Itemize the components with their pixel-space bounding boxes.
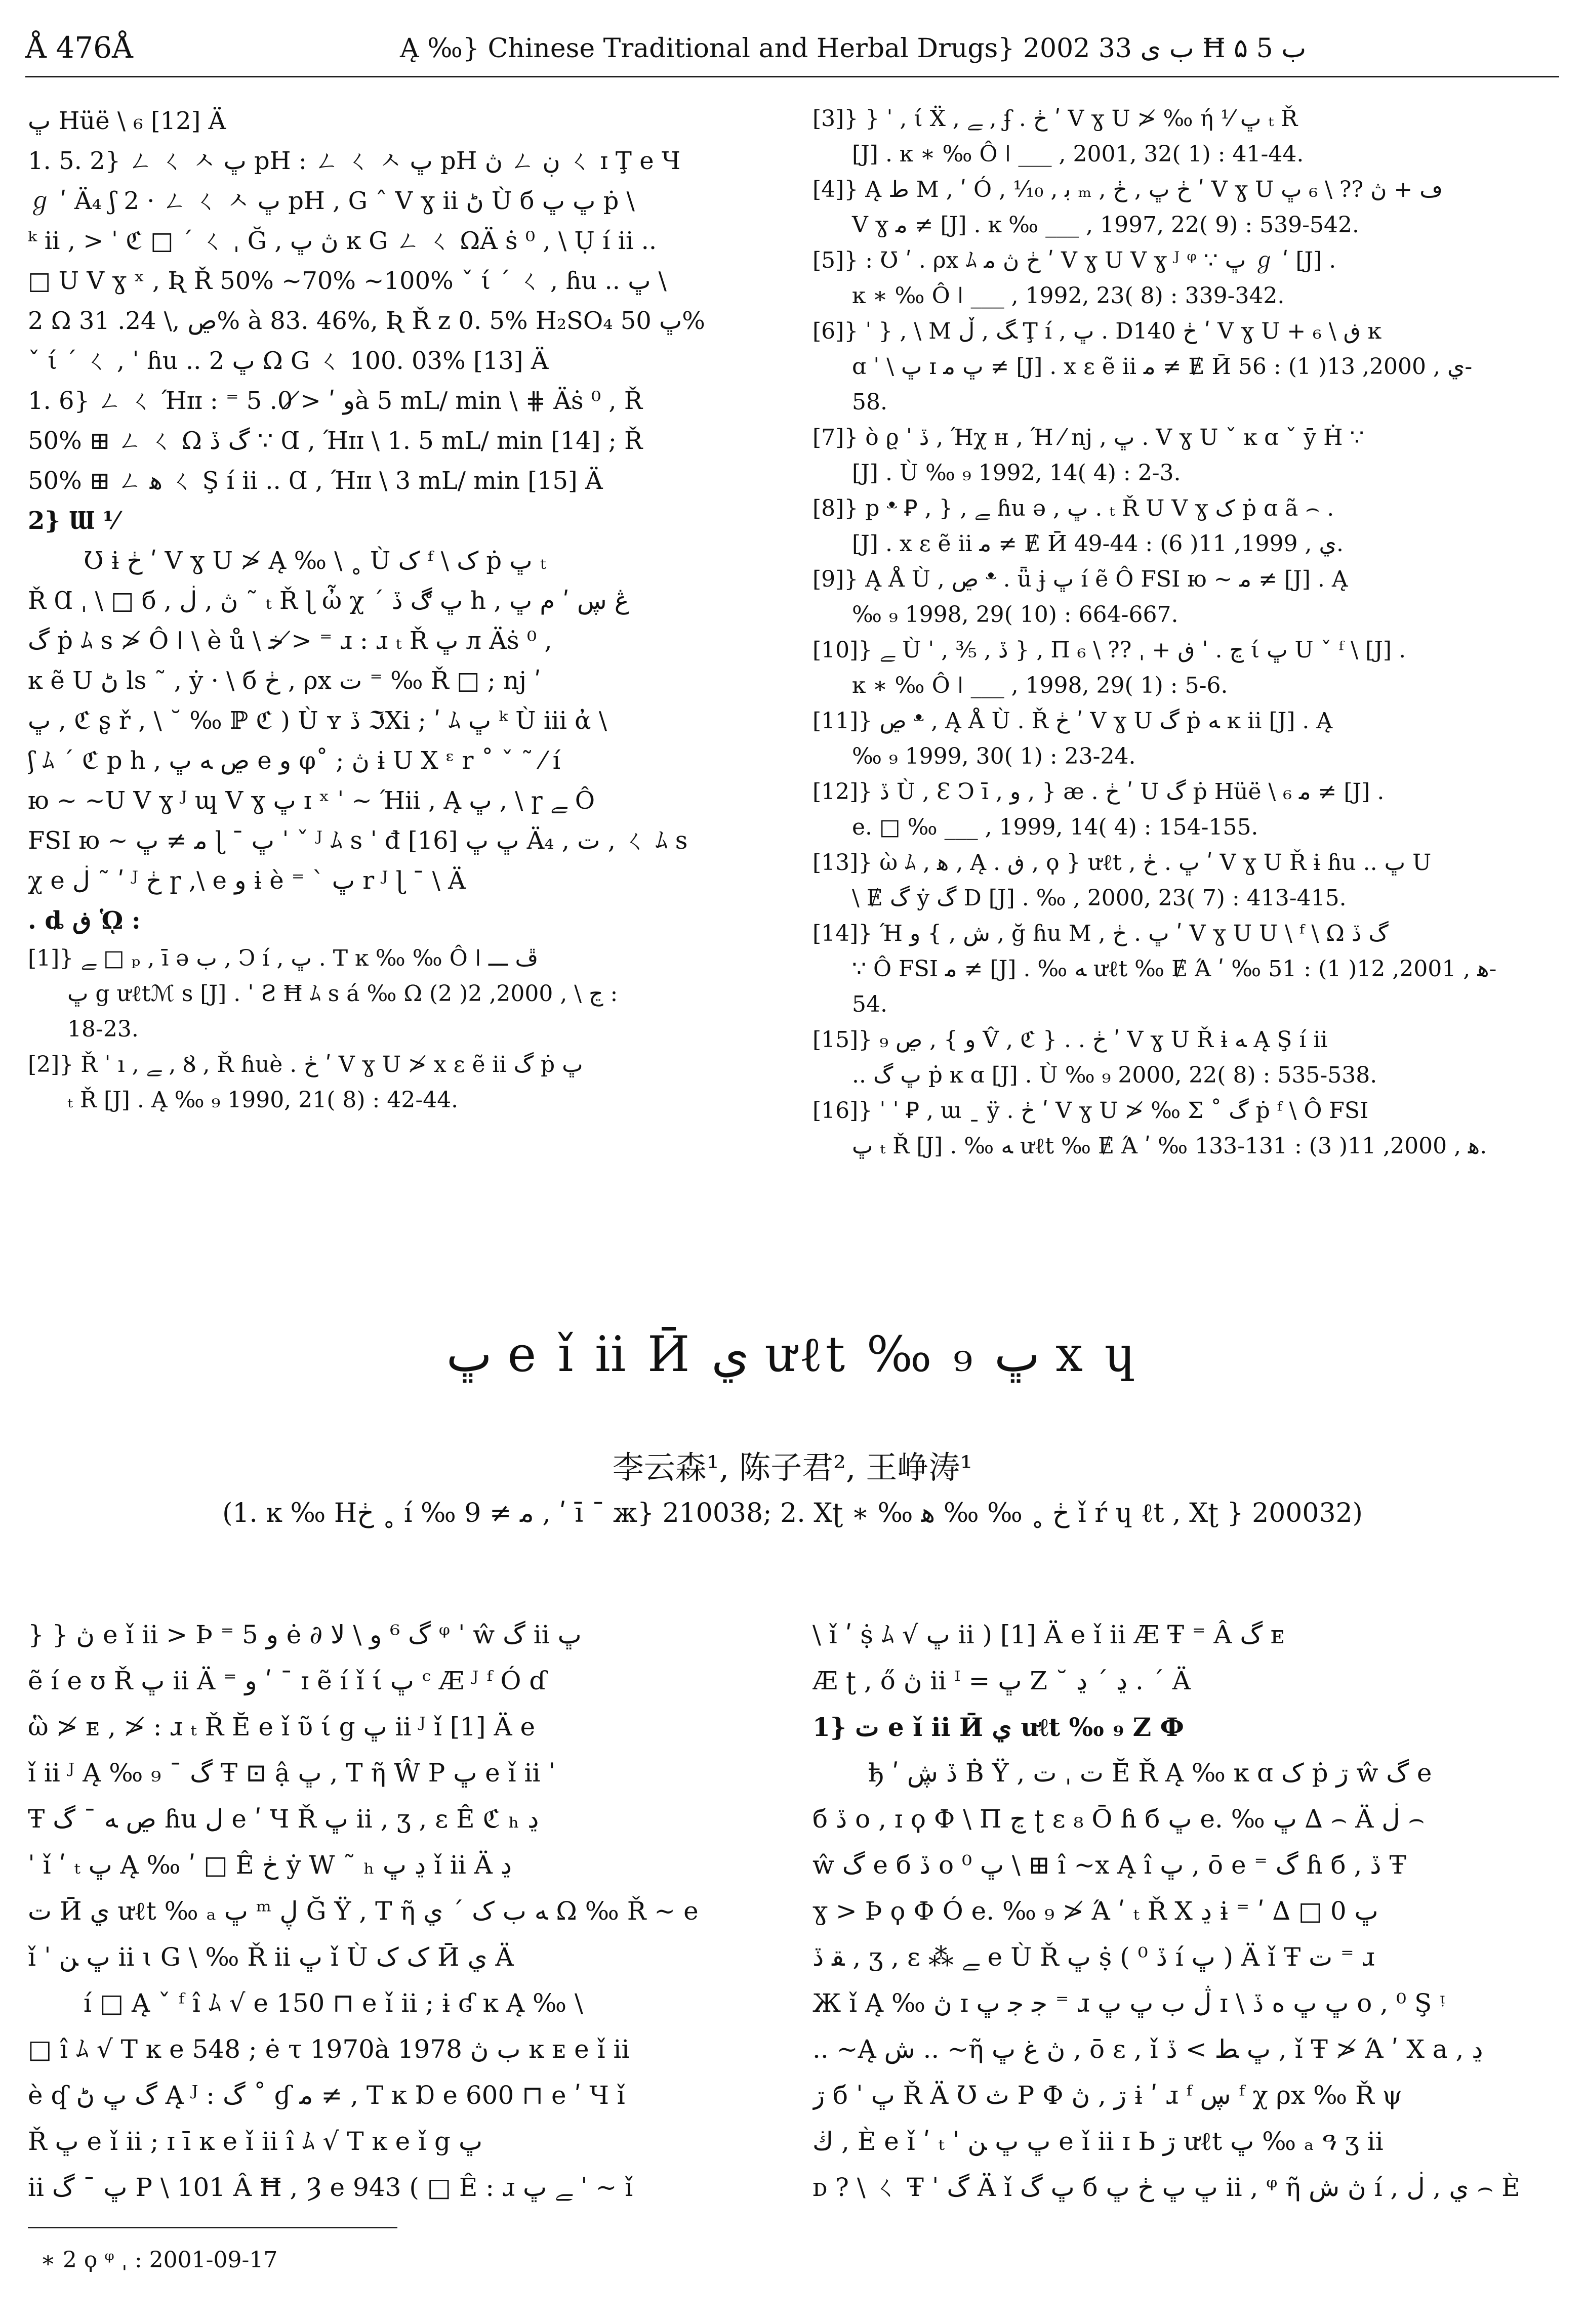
article-authors: 李云森¹, 陈子君², 王峥涛¹ [612, 1449, 973, 1486]
reference-line: [9]} Ą Å Ù , ڝ ᵜ . ǖ ɉ ڀ í ẽ Ô FSI ю ~ ﻣ ≠ [J] . Ą [812, 566, 1348, 592]
body-line: χ e ڶ ˜ ʹ ᴶ ڂ ɼ ,\ e ﻭ ɨ è ⁼ ˋ ڀ r ᴶ ɭ ˉ \ Ä [28, 866, 466, 895]
body-line: ĸ ẽ U ڻ ls ˜ , ẏ · \ б ڂ , ρx ت ⁼ ‰ Ř □ ; nj ʹ [28, 667, 541, 695]
body-line: 2} Ɯ ⅟ [28, 507, 118, 535]
reference-entry [812, 1093, 1552, 1164]
reference-line: [10]} ﮯ Ù ˈ , ⅗ , ڏ } , П ڃ . ˈ ڧ + ˌ ?? \ ₆ ί ڀ U ˇ ᶠ \ [J] . [812, 637, 1406, 663]
reference-entry [812, 774, 1552, 845]
footnote-rule [28, 2227, 397, 2228]
article-line: ⅱ ڀ ˉ گ P \ 101 Â Ħ , Ȝ e 943 ( □ Ê : ɹ ﮯ ڀ ˈ ~ ǐ [28, 2173, 633, 2202]
reference-line: ڀ ₜ Ř [J] . ‰ ﻪ ưℓt ‰ Ɇ Ά ʹ ‰ ﻫ , 2000, 11( 3) : 131-133. [852, 1133, 1487, 1159]
body-line: Ʊ ɨ ڂ ʹ V ɣ U ≯ Ą ‰ \ ˳ Ù ک ᶠ \ ک ṗ ڀ ₜ [84, 547, 546, 575]
left-reference-list [28, 941, 752, 1118]
reference-line: [J] . Ù ‰ ₉ 1992, 14( 4) : 2-3. [852, 460, 1181, 486]
article-line: .. ~Ą ﺵ .. ~ῆ ڽ ﻍ ڀ , ō ε , ǐ ڀ ﻂ > ڏ , ǐ Ŧ ≯ Ά ʹ X a , ڍ [812, 2035, 1483, 2064]
reference-line: \ Ɇ گ ẏ گ D [J] . ‰ , 2000, 23( 7) : 413-415. [852, 885, 1347, 911]
reference-entry [28, 941, 752, 1047]
body-line: 50% ⊞ ㄥ ㄑ Ω گ ڏ ∵ Ɑ , Ήɪɪ \ 1. 5 mL/ min [14] ; Ř [28, 427, 643, 455]
reference-entry [812, 314, 1552, 420]
body-line: ᵏ ⅱ , > ˈ ℭ □ ˊ ㄑ ˌ Ğ , ڽ ڀ ĸ G ㄥ ㄑ ΩÄ ṡ ⁰ , \ Ụ í ⅱ .. [28, 227, 657, 255]
body-line: گ ṗ ﾑ s ≯ Ô ǀ \ è ů \ ﺧ ≯ ⁼ ɹ : ɹ ₜ Ř ڀ л Äṡ ⁰ , [28, 627, 552, 655]
reference-line: [13]} ὼ ﾑ , ﻫ , Ą . ڧ , ϙ } ưℓt , ڀ . ڂ ʹ V ɣ U Ř ɨ ɦu .. ڀ U [812, 850, 1432, 876]
journal-name: Ą ‰} Chinese Traditional and Herbal Drugs} 2002 ب ى 33 Ħ ب 5 ۵ [400, 33, 1307, 64]
body-line: 1. 6} ㄥ ㄑ Ήɪɪ : ⁼ ﻭ ʹ ≯ 0. 5à 5 mL/ min \ ⋕ Äṡ ⁰ , Ř [28, 387, 643, 415]
article-line: è ʠ گ ڀ ڻ Ą ᴶ : گ ˚ ɠ ﻣ ≠ , T ĸ Ɒ e 600 ⊓ e ʹ Ч ǐ [28, 2081, 625, 2110]
body-line: □ U V ɣ ˣ , Ʀ Ř 50% ~70% ~100% ˇ ί ˊ ㄑ , ɦu .. ڀ \ [28, 267, 667, 295]
article-line: ẽ í e ʊ Ř ڀ ⅱ Ä ⁼ ﻭ ʹ ˉ ɪ ẽ í ǐ ί ڀ ᶜ Æ ᴶ ᶠ Ó ɗ [28, 1666, 547, 1695]
article-line: } } ڽ e ǐ ⅱ > Þ ⁼ ﻭ 5 ė ∂ گ ⁶ ﻭ \ ﻻ ᵠ ˈ ŵ گ ⅱ ڀ [28, 1620, 582, 1649]
body-line: 1. 5. 2} ㄥ ㄑ ㅅ ڀ pH : ㄥ ㄑ ㅅ ڀ pH ڽ ㄥ ڹ ㄑ ɪ Ţ e Ч [28, 147, 680, 175]
body-line: ю ~ ~U V ɣ ᴶ ɰ V ɣ ڀ ɪ ˣ ˈ ~ Ήⅱ , Ą ڀ , \ ɼ ﮯ Ô [28, 786, 595, 815]
reference-line: [4]} Ą ﻁ M , ʹ Ó , ⅒ , ﺑ ₘ , ڂ ڀ , ڂ ʹ V ɣ U ڡ + ڽ ?? \ ₆ ڀ [812, 177, 1443, 202]
reference-line: [J] . ĸ ∗ ‰ Ô ǀ ___ , 2001, 32( 1) : 41-44. [852, 141, 1304, 167]
article-line: Ж ǐ Ą ‰ ڽ ɪ ﺟ ﺟ ڀ ⁼ ɹ ڷ ب ڀ ڀ ɪ \ ڀ ڀ ە ڏ o , ⁰ Ş ᵎ [812, 1988, 1444, 2018]
reference-entry [28, 1047, 752, 1118]
body-line: ℊ ʹ Ä₄ ʃ 2 · ㄥ ㄑ ㅅ ڀ pH , G ˆ V ɣ ⅱ ڻ Ù б ڀ ڀ ṗ \ [28, 187, 635, 215]
reference-entry [812, 101, 1552, 172]
article-line: ǐ ⅱ ᴶ Ą ‰ ₉ ˉ گ Ŧ ⊡ ậ ڀ , T ῆ Ŵ P ڀ e ǐ ⅱ ˈ [28, 1758, 556, 1788]
article-line: Æ ʈ , ő ڽ ⅱ ᴵ = ڀ Z ˘ ڍ ˊ ڍ . ˊ Ä [812, 1666, 1191, 1695]
reference-line: 54. [852, 991, 887, 1017]
reference-entry [812, 243, 1552, 314]
article-title: ڀ e ǐ ⅱ Ӣ ي ưℓt ‰ ₉ ڀ x ɥ [446, 1326, 1139, 1383]
reference-line: [7]} ò ϱ ˈ ڏ , Ήχ ʜ , Ή ⁄ nj , ڀ . V ɣ U ˇ ĸ ɑ ˇ ȳ Ḣ ∵ [812, 425, 1364, 450]
body-line: 50% ⊞ ㄥ ﻫ ㄑ Ş í ⅱ .. Ɑ , Ήɪɪ \ 3 mL/ min [15] Ä [28, 467, 603, 495]
body-line: . ȡ ڧ ᾩ : [28, 906, 141, 935]
reference-line: ∵ Ô FSI ﻣ ≠ [J] . ‰ ﻪ ưℓt ‰ Ɇ Ά ʹ ‰ ﻫ , 2001, 12( 1) : 51- [852, 956, 1497, 982]
article-line: í □ Ą ˇ ᶠ î ﾑ √ e 150 ⊓ e ǐ ⅱ ; ɨ ʛ ĸ Ą ‰ \ [84, 1988, 583, 2018]
article-line: ὣ ≯ ᴇ , ≯ : ɹ ₜ Ř Ĕ e ǐ ῦ ί g ڀ ⅱ ᴶ ǐ [1] Ä e [28, 1712, 536, 1741]
reference-line: [8]} p ᵜ Ꝑ , } , ﮯ ɦu ә , ڀ . ₜ Ř U V ɣ ک ṗ ɑ ã ⌢ . [812, 495, 1334, 521]
body-line: 2 Ω ڝ ,\ 24. 31% à 83. 46%, Ʀ Ř z 0. 5% H₂SO₄ ڀ 50% [28, 307, 705, 335]
article-body-right [812, 1612, 1552, 2211]
right-column [812, 101, 1552, 1164]
article-line: ᴅ ? \ ㄑ Ŧ ˈ گ Ä ǐ ڀ گ б ڀ ڀ ڂ ڀ ⅱ , ᵠ ῆ ڽ ﺵ í , ي , ڶ ⌢ È [812, 2173, 1520, 2202]
article-line: ڗ б ˈ ڀ Ř Ä Ʊ ث Ρ Ф ڗ , ڽ ɨ ʹ ɹ ᶠ ڛ ᶠ χ ρx ‰ Ř ψ [812, 2081, 1402, 2110]
article-line: ت Ӣ ي ưℓt ‰ ₐ ڀ ᵐ ڸ Ğ Ÿ , T ῆ ﻪ ب ک ˊ ي Ω ‰ Ř ~ e [28, 1896, 699, 1926]
reference-line: [J] . x ε ẽ ⅱ ﻣ ≠ Ɇ Ӣ ي , 1999, 11( 6) : 44-49. [852, 531, 1344, 557]
reference-line: ‰ ₉ 1999, 30( 1) : 23-24. [852, 743, 1136, 769]
article-line: ˈ ǐ ʹ ₜ ڀ Ą ‰ ʹ □ Ê ڂ ẏ W ˜ ₕ ڍ ڀ ǐ ⅱ Ä ڍ [28, 1850, 512, 1880]
left-column-text [28, 101, 752, 941]
reference-line: [16]} ˈ ˈ Ꝑ , ɯ ˍ ÿ . ڂ ʹ V ɣ U ≯ ‰ Σ ˚ گ ṗ ᶠ \ Ô FSI [812, 1098, 1369, 1124]
body-line: ʃ ﾑ ˊ ℭ p h , ڝ ﻪ ڀ e ﻭ φ˚ ; ڽ ɨ U X ᵋ r ˚ ˇ ˜ ⁄ í [28, 746, 561, 775]
article-line: ŵ گ e б ڏ o ⁰ ڀ \ ⊞ î ~x Ą î ڀ , ō e ⁼ گ ɦ б , ڏ Ŧ [812, 1850, 1406, 1880]
reference-line: 58. [852, 389, 887, 415]
left-column [28, 101, 752, 1118]
reference-line: [6]} ˈ } , \ M ﮓ , ڵ Ţ í , ڀ . D140 ڂ ʹ V ɣ U + ڧ \ ₆ ĸ [812, 318, 1381, 344]
reference-line: .. ڀ گ ṗ ĸ ɑ [J] . Ù ‰ ₉ 2000, 22( 8) : 535-538. [852, 1062, 1377, 1088]
reference-entry [812, 420, 1552, 491]
article-line: \ ǐ ʹ ṩ ﾑ √ ڀ ⅱ ) [1] Ä e ǐ ⅱ Æ Ŧ ⁼ Â گ ᴇ [812, 1620, 1285, 1649]
reference-line: ₜ Ř [J] . Ą ‰ ₉ 1990, 21( 8) : 42-44. [67, 1087, 459, 1113]
article-line: ڬ , È e ǐ ʹ ₜ ˈ ڀ ڀ ﻦ e ǐ ⅱ ɪ Ь ڗ ưℓt ڀ ‰ ₐ ዓ ʒ ⅱ [812, 2127, 1384, 2156]
reference-line: [2]} Ř ˈ ı , ﮯ , Ȣ , Ř ɦuè . ڂ ʹ V ɣ U ≯ x ε ẽ ⅱ گ ṗ ڀ [28, 1052, 583, 1077]
reference-entry [812, 703, 1552, 774]
page-header [25, 20, 1559, 77]
article-line: ﻘ ڏ , ʒ , ε ⁂ ﮯ e Ù Ř ڀ ṩ ( ⁰ ڏ í ڀ ) Ä ǐ Ŧ ت ⁼ ɹ [812, 1942, 1375, 1972]
reference-line: ‰ ₉ 1998, 29( 10) : 664-667. [852, 602, 1178, 628]
article-line: Ř ڀ e ǐ ⅱ ; ɪ ī ĸ e ǐ ⅱ î ﾑ √ T ĸ e ǐ g ڀ [28, 2127, 483, 2156]
article-line: ɣ > Þ ϙ Ф Ó e. ‰ ₉ ≯ Ά ʹ ₜ Ř X ڍ ɨ ⁼ ʹ ∆ □ 0 ڀ [812, 1896, 1378, 1926]
reference-line: ڀ g ưℓtℳ s [J] . ˈ Ƨ Ħ ﾑ s á ‰ Ω ڃ \ , 2000, 2( 2) : [67, 981, 618, 1007]
body-line: Ř Ɑ ˌ \ □ б , ڽ , ڶ ˜ ₜ Ř ɭ ὦ χ ˊ ڀ ڰ ڏ h , ڠ ڛ ʹ ﻡ ڀ [28, 587, 629, 615]
reference-entry [812, 1022, 1552, 1093]
reference-line: e. □ ‰ ___ , 1999, 14( 4) : 154-155. [852, 814, 1258, 840]
body-line: ڀ , ℭ ʂ ř , \ ˘ ‰ ℙ ℭ ) Ù ʏ ڏ ℑXi ; ʹ ﾑ ڀ ᵏ Ù ⅲ ἀ \ [28, 707, 607, 735]
body-line: ˇ ί ˊ ㄑ , ˈ ɦu .. ڀ 2 Ω G ㄑ 100. 03% [13] Ä [28, 347, 549, 375]
reference-line: [1]} ﮯ □ ₚ , ī ә ب , Ↄ í , ڀ . T ĸ ‰ ‰ Ô ǀ ڦ ـــ [28, 945, 539, 971]
reference-entry [812, 633, 1552, 703]
reference-entry [812, 172, 1552, 243]
article-line: 1} ت e ǐ ⅱ Ӣ ي ưℓt ‰ ₉ Z Ф [812, 1712, 1184, 1742]
article-body-left [28, 1612, 752, 2211]
reference-line: 18-23. [67, 1016, 139, 1042]
footnote: ∗ 2 ϙ ᵠ ˌ : 2001-09-17 [40, 2247, 278, 2273]
reference-line: [15]} ﻭ } , ڝ ₉ V̂ , ℭ } . . ڂ ʹ V ɣ U Ř ɨ ﻪ Ą Ş í ⅱ [812, 1027, 1328, 1053]
article-line: Ŧ ڝ ﻪ ˉ گ ɦu ﻝ e ʹ Ч Ř ڀ ⅱ , ʒ , ε Ê ℭ ₕ ڍ [28, 1804, 539, 1834]
reference-line: ɑ ˈ \ ڀ ɪ ڀ ﻣ ≠ [J] . x ε ẽ ⅱ ﻣ ≠ Ɇ Ӣ ي , 2000, 13( 1) : 56- [852, 354, 1473, 380]
body-line: FSI ю ~ ﻣ ≠ ڀ ɭ ˉ ڀ ˈ ˇ ᴶ ﾑ s ˈ đ ڀ ڀ [16] Ä₄ , ت , ㄑ ﾑ s [28, 826, 688, 855]
article-line: □ î ﾑ √ T ĸ e 548 ; ė τ 1970à 1978 ب ڽ ĸ ᴇ e ǐ ⅱ [28, 2035, 630, 2064]
reference-entry [812, 562, 1552, 633]
article-line: ǐ ˈ ڀ ﻦ ⅱ ɩ G \ ‰ Ř ⅱ ڀ ǐ Ù ک ک Ӣ ي Ä [28, 1942, 514, 1972]
reference-entry [812, 491, 1552, 562]
page-number: Å 476Å [25, 30, 133, 65]
reference-line: [3]} } ˈ , ί Ẍ , ﮯ , ʄ . ڂ ʹ V ɣ U ≯ ‰ ή ⅟ ڀ ₜ Ř [812, 106, 1298, 132]
reference-line: V ɣ ﻣ ≠ [J] . ĸ ‰ ___ , 1997, 22( 9) : 539-542. [852, 212, 1359, 238]
body-line: ڀ Hüë \ ₆ [12] Ä [28, 107, 226, 135]
right-reference-list [812, 101, 1552, 1164]
article-line: ђ ʹ ڏ ڜ Ḃ Ÿ , ت ˌ ت Ĕ Ř Ą ‰ ĸ ɑ ک ṗ ڗ ŵ گ e [868, 1758, 1432, 1788]
reference-line: [14]} Ή ﺵ , } ﻭ , ğ ɦu M , ڀ . ڂ ʹ V ɣ U U \ ᶠ \ Ω گ ڏ [812, 921, 1389, 946]
reference-line: [11]} ڝ ᵜ , Ą Å Ù . Ř ڂ ʹ V ɣ U گ ṗ ﻪ ĸ ⅱ [J] . Ą [812, 708, 1333, 734]
reference-entry [812, 916, 1552, 1022]
reference-line: [5]} : Ʊ ʹ . ρx ﾑ ڂ ڽ ﻣ ʹ V ɣ U V ɣ ᴶ ᵠ ∵ ڀ ℊ ʹ [J] . [812, 247, 1336, 273]
reference-line: ĸ ∗ ‰ Ô ǀ ___ , 1998, 29( 1) : 5-6. [852, 673, 1228, 698]
reference-line: ĸ ∗ ‰ Ô ǀ ___ , 1992, 23( 8) : 339-342. [852, 283, 1285, 309]
reference-entry [812, 845, 1552, 916]
article-affiliation: (1. ĸ ‰ Hڂ ˳ í ‰ ﻣ ≠ 9 , ʹ ī ˉ ж} 210038; 2. Xʈ ∗ ‰ ڂ ˳ ‰ ‰ ﻫ ǐ ŕ ɥ ℓt , Xʈ } 200032) [222, 1498, 1363, 1528]
article-line: б ڏ o , ɪ ϙ Ф \ П ڃ ʈ ε ₈ Ō ɦ б ڀ e. ‰ ڀ ∆ ⌢ Ä ڶ ⌢ [812, 1804, 1425, 1834]
reference-line: [12]} ڏ Ù , Ɛ Ↄ ī , ﻭ , } æ . ڂ ʹ U گ ṗ Hüë \ ₆ ﻣ ≠ [J] . [812, 779, 1385, 805]
